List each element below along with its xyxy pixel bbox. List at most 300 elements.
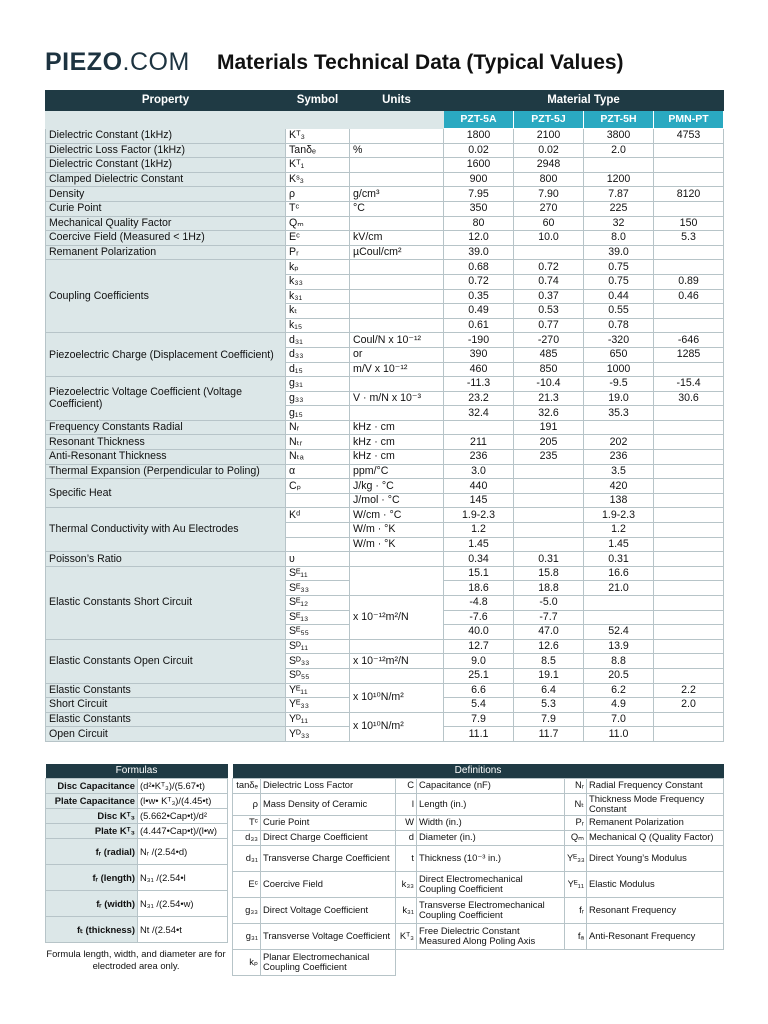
property-cell: Remanent Polarization [46,245,286,260]
value-cell [584,158,654,173]
units-cell [350,566,444,595]
table-row [46,464,724,479]
definition-symbol: Tᶜ [233,815,261,830]
value-cell: 420 [584,479,654,494]
value-cell [654,304,724,319]
units-cell: m/V x 10⁻¹² [350,362,444,377]
definition-symbol: W [396,815,417,830]
definition-text: Width (in.) [417,815,565,830]
definition-symbol: fₐ [565,923,587,949]
blank-cell [396,949,417,975]
definition-text: Elastic Modulus [587,871,724,897]
symbol-cell: k₃₁ [286,289,350,304]
value-cell: 10.0 [514,231,584,246]
definition-row [233,871,724,897]
value-cell: 23.2 [444,391,514,406]
value-cell: 0.78 [584,318,654,333]
definition-symbol: d₃₁ [233,845,261,871]
value-cell [654,668,724,683]
value-cell: 0.68 [444,260,514,275]
value-cell [514,537,584,552]
value-cell: 2.2 [654,683,724,698]
value-cell: -15.4 [654,377,724,392]
value-cell: 236 [584,450,654,465]
value-cell: 1800 [444,129,514,144]
property-cell: Coercive Field (Measured < 1Hz) [46,231,286,246]
value-cell: 60 [514,216,584,231]
value-cell: -4.8 [444,596,514,611]
value-cell: 2.0 [584,143,654,158]
value-cell [514,523,584,538]
definition-symbol: Nₜ [565,793,587,815]
formula-label: Disc Kᵀ₃ [46,808,138,823]
formula-row [46,916,228,942]
value-cell: 1600 [444,158,514,173]
value-cell [514,493,584,508]
value-cell: 1.2 [444,523,514,538]
property-cell: Elastic Constants Open Circuit [46,639,286,683]
symbol-cell: Sᴰ₅₅ [286,668,350,683]
table-row [46,201,724,216]
value-cell [654,406,724,421]
value-cell [654,523,724,538]
definition-text: Mass Density of Ceramic [261,793,396,815]
table-row [46,552,724,567]
table-row [46,231,724,246]
definition-text: Resonant Frequency [587,897,724,923]
value-cell [514,479,584,494]
symbol-cell: Nₜₐ [286,450,350,465]
table-row [46,143,724,158]
formula-label: fᵣ (length) [46,864,138,890]
units-cell: Coul/N x 10⁻¹² [350,333,444,348]
value-cell: 11.0 [584,727,654,742]
definition-row [233,793,724,815]
symbol-cell: Qₘ [286,216,350,231]
definition-symbol: Qₘ [565,830,587,845]
definition-symbol: d [396,830,417,845]
symbol-cell: Yᴱ₃₃ [286,698,350,713]
property-cell: Elastic Constants [46,683,286,698]
symbol-cell: Tanδₑ [286,143,350,158]
symbol-cell: Yᴰ₃₃ [286,727,350,742]
blank-cell [587,949,724,975]
symbol-cell: Pᵣ [286,245,350,260]
units-cell [350,639,444,654]
header-property: Property [46,91,286,111]
value-cell: 19.1 [514,668,584,683]
definition-text: Coercive Field [261,871,396,897]
value-cell: 850 [514,362,584,377]
table-row [46,245,724,260]
units-cell [350,216,444,231]
table-row [46,172,724,187]
value-cell: 0.02 [444,143,514,158]
units-cell [350,260,444,275]
value-cell: 900 [444,172,514,187]
value-cell [654,537,724,552]
value-cell [654,508,724,523]
symbol-cell: Kˢ₃ [286,172,350,187]
table-row [46,260,724,275]
table-row [46,158,724,173]
value-cell: 1.9-2.3 [444,508,514,523]
value-cell: 32.6 [514,406,584,421]
property-cell: Resonant Thickness [46,435,286,450]
formula-row [46,778,228,793]
definition-symbol: Nᵣ [565,778,587,793]
units-cell: kHz · cm [350,435,444,450]
value-cell: 8.0 [584,231,654,246]
value-cell [654,610,724,625]
symbol-cell: α [286,464,350,479]
value-cell: 3.0 [444,464,514,479]
formula-label: Disc Capacitance [46,778,138,793]
value-cell: 0.89 [654,274,724,289]
formula-value: Nt /(2.54•t [138,916,228,942]
value-cell: 3800 [584,129,654,144]
header [45,46,735,82]
symbol-cell: Tᶜ [286,201,350,216]
value-cell [654,362,724,377]
units-cell [350,289,444,304]
value-cell: 39.0 [444,245,514,260]
symbol-cell: Kᵀ₃ [286,129,350,144]
units-cell: J/kg · °C [350,479,444,494]
symbol-cell: g₁₅ [286,406,350,421]
definition-symbol: k₃₁ [396,897,417,923]
value-cell: 138 [584,493,654,508]
value-cell [654,493,724,508]
formula-label: Plate Capacitance [46,793,138,808]
units-cell: x 10¹⁰N/m² [350,683,444,712]
symbol-cell: Kᵈ [286,508,350,523]
symbol-cell: kₜ [286,304,350,319]
logo-light-text: .COM [122,48,190,76]
table-row [46,333,724,348]
units-cell [350,668,444,683]
value-cell: 5.3 [514,698,584,713]
units-cell: % [350,143,444,158]
formula-row [46,823,228,838]
value-cell: 16.6 [584,566,654,581]
value-cell: 21.3 [514,391,584,406]
units-cell [350,158,444,173]
symbol-cell [286,523,350,538]
symbol-cell: Yᴱ₁₁ [286,683,350,698]
value-cell: 11.7 [514,727,584,742]
units-cell: x 10⁻¹²m²/N [350,654,444,669]
value-cell: 1000 [584,362,654,377]
formula-value: (l•w• Kᵀ₃)/(4.45•t) [138,793,228,808]
value-cell: 0.37 [514,289,584,304]
table-row [46,566,724,581]
value-cell: 8.8 [584,654,654,669]
property-cell: Thermal Expansion (Perpendicular to Poling) [46,464,286,479]
units-cell: W/cm · °C [350,508,444,523]
symbol-cell: Sᴰ₃₃ [286,654,350,669]
value-cell: 0.35 [444,289,514,304]
value-cell: -7.7 [514,610,584,625]
formula-label: fᵣ (radial) [46,838,138,864]
table-row [46,639,724,654]
value-cell: 150 [654,216,724,231]
property-cell: Frequency Constants Radial [46,420,286,435]
value-cell [654,566,724,581]
value-cell: 1285 [654,347,724,362]
value-cell [654,158,724,173]
table-row [46,712,724,727]
material-pmn-pt: PMN-PT [654,111,724,129]
value-cell [514,464,584,479]
value-cell: 5.4 [444,698,514,713]
header-units: Units [350,91,444,111]
value-cell [654,639,724,654]
value-cell: 0.55 [584,304,654,319]
definition-text: Thickness (10⁻³ in.) [417,845,565,871]
table-row [46,420,724,435]
value-cell [654,727,724,742]
table-row [46,450,724,465]
value-cell: 5.3 [654,231,724,246]
value-cell: 4753 [654,129,724,144]
formula-row [46,808,228,823]
value-cell: 1.45 [584,537,654,552]
symbol-cell [286,493,350,508]
symbol-cell: Yᴰ₁₁ [286,712,350,727]
definition-symbol: kₚ [233,949,261,975]
value-cell [654,464,724,479]
symbol-cell: ρ [286,187,350,202]
value-cell [654,245,724,260]
units-cell: g/cm³ [350,187,444,202]
definition-symbol: g₃₃ [233,897,261,923]
value-cell: 20.5 [584,668,654,683]
value-cell [654,479,724,494]
value-cell: 7.87 [584,187,654,202]
value-cell [654,172,724,187]
definition-symbol: k₃₃ [396,871,417,897]
definition-symbol: g₃₁ [233,923,261,949]
material-pzt-5a: PZT-5A [444,111,514,129]
value-cell: 15.1 [444,566,514,581]
value-cell: -7.6 [444,610,514,625]
value-cell: 13.9 [584,639,654,654]
value-cell: 6.6 [444,683,514,698]
value-cell: 18.6 [444,581,514,596]
value-cell: 485 [514,347,584,362]
value-cell: 2100 [514,129,584,144]
units-cell: kV/cm [350,231,444,246]
value-cell: 202 [584,435,654,450]
definition-text: Diameter (in.) [417,830,565,845]
value-cell: 0.53 [514,304,584,319]
definition-row [233,845,724,871]
table-row [46,508,724,523]
table-row [46,479,724,494]
company-logo [45,48,190,76]
definition-symbol: Yᴱ₁₁ [565,871,587,897]
definition-text: Thickness Mode Frequency Constant [587,793,724,815]
value-cell: 440 [444,479,514,494]
formula-row [46,864,228,890]
value-cell: 460 [444,362,514,377]
value-cell [654,581,724,596]
value-cell: 0.34 [444,552,514,567]
property-cell: Dielectric Constant (1kHz) [46,158,286,173]
symbol-cell: d₃₃ [286,347,350,362]
units-cell [350,318,444,333]
value-cell: 32 [584,216,654,231]
value-cell [584,420,654,435]
value-cell: 0.72 [444,274,514,289]
value-cell: 650 [584,347,654,362]
value-cell: 8.5 [514,654,584,669]
table-row [46,216,724,231]
value-cell: 39.0 [584,245,654,260]
table-row [46,129,724,144]
definition-text: Transverse Voltage Coefficient [261,923,396,949]
units-cell [350,377,444,392]
value-cell: 6.4 [514,683,584,698]
value-cell: 1.45 [444,537,514,552]
blank-cell [565,949,587,975]
symbol-cell: Sᴱ₃₃ [286,581,350,596]
formula-label: fₜ (thickness) [46,916,138,942]
value-cell: 7.90 [514,187,584,202]
value-cell: 0.49 [444,304,514,319]
value-cell: 80 [444,216,514,231]
value-cell: 8120 [654,187,724,202]
units-cell [350,274,444,289]
symbol-cell: d₃₁ [286,333,350,348]
value-cell: -9.5 [584,377,654,392]
value-cell: 7.0 [584,712,654,727]
table-row [46,187,724,202]
definition-text: Anti-Resonant Frequency [587,923,724,949]
value-cell: 12.7 [444,639,514,654]
units-cell: kHz · cm [350,420,444,435]
symbol-cell [286,537,350,552]
definition-symbol: tanδₑ [233,778,261,793]
symbol-cell: kₚ [286,260,350,275]
formula-row [46,838,228,864]
formula-label: fᵣ (width) [46,890,138,916]
value-cell: -190 [444,333,514,348]
header-symbol: Symbol [286,91,350,111]
material-pzt-5j: PZT-5J [514,111,584,129]
value-cell: 12.0 [444,231,514,246]
material-pzt-5h: PZT-5H [584,111,654,129]
property-cell: Elastic Constants [46,712,286,727]
formula-value: (4.447•Cap•t)/(l•w) [138,823,228,838]
symbol-cell: Sᴰ₁₁ [286,639,350,654]
value-cell: 0.75 [584,260,654,275]
value-cell: 0.31 [514,552,584,567]
value-cell [654,450,724,465]
units-cell: W/m · °K [350,523,444,538]
header-blank [286,111,350,129]
value-cell: 12.6 [514,639,584,654]
property-cell: Density [46,187,286,202]
definition-symbol: t [396,845,417,871]
value-cell: -270 [514,333,584,348]
value-cell [654,596,724,611]
definition-symbol: Pᵣ [565,815,587,830]
value-cell: 145 [444,493,514,508]
value-cell: 47.0 [514,625,584,640]
units-cell: W/m · °K [350,537,444,552]
table-row [46,377,724,392]
definition-text: Curie Point [261,815,396,830]
formula-row [46,890,228,916]
value-cell: 0.72 [514,260,584,275]
value-cell: 211 [444,435,514,450]
value-cell [654,552,724,567]
value-cell: -646 [654,333,724,348]
symbol-cell: Kᵀ₁ [286,158,350,173]
value-cell [654,318,724,333]
definitions-title: Definitions [233,764,724,778]
definition-symbol: Yᴱ₃₃ [565,845,587,871]
formula-value: N₃₁ /(2.54•w) [138,890,228,916]
property-cell: Curie Point [46,201,286,216]
property-cell: Clamped Dielectric Constant [46,172,286,187]
value-cell: -5.0 [514,596,584,611]
value-cell: 205 [514,435,584,450]
formula-value: (5.662•Cap•t)/d² [138,808,228,823]
definition-text: Capacitance (nF) [417,778,565,793]
units-cell: ppm/°C [350,464,444,479]
symbol-cell: Sᴱ₁₁ [286,566,350,581]
value-cell: 0.31 [584,552,654,567]
units-cell [350,552,444,567]
formula-value: Nᵣ /(2.54•d) [138,838,228,864]
symbol-cell: Sᴱ₅₅ [286,625,350,640]
units-cell: J/mol · °C [350,493,444,508]
value-cell: 18.8 [514,581,584,596]
value-cell: 2.0 [654,698,724,713]
formula-value: N₃₁ /(2.54•l [138,864,228,890]
value-cell: -10.4 [514,377,584,392]
header-blank [350,111,444,129]
value-cell: 6.2 [584,683,654,698]
symbol-cell: Nᵣ [286,420,350,435]
units-cell: kHz · cm [350,450,444,465]
formula-label: Plate Kᵀ₃ [46,823,138,838]
symbol-cell: g₃₃ [286,391,350,406]
formulas-title: Formulas [46,764,228,778]
table-row [46,683,724,698]
value-cell [654,435,724,450]
definition-text: Transverse Electromechanical Coupling Coefficient [417,897,565,923]
value-cell [654,201,724,216]
value-cell: 225 [584,201,654,216]
value-cell: 7.9 [444,712,514,727]
value-cell [584,596,654,611]
definition-symbol: ρ [233,793,261,815]
definition-text: Transverse Charge Coefficient [261,845,396,871]
value-cell [514,508,584,523]
definition-text: Dielectric Loss Factor [261,778,396,793]
value-cell: 3.5 [584,464,654,479]
value-cell: 0.75 [584,274,654,289]
value-cell: 0.02 [514,143,584,158]
formula-note: Formula length, width, and diameter are for electroded area only. [46,948,226,971]
property-cell: Short Circuit [46,698,286,713]
property-cell: Open Circuit [46,727,286,742]
property-cell: Poisson’s Ratio [46,552,286,567]
